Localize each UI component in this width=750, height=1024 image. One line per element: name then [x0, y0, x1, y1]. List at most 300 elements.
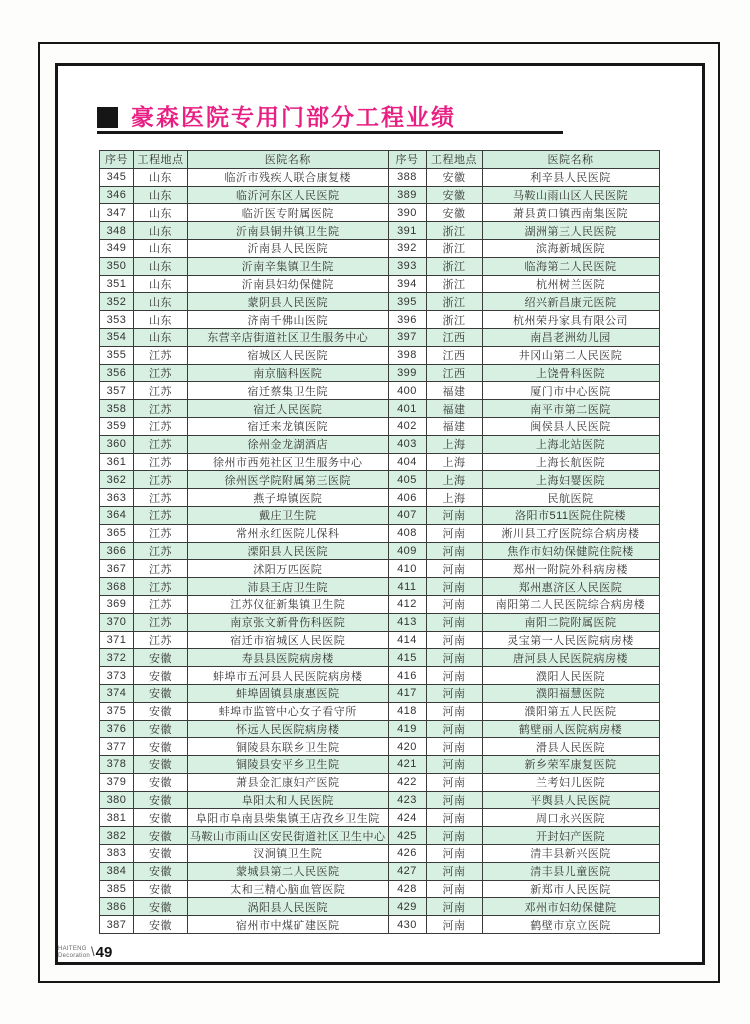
seq-cell: 429: [388, 898, 426, 916]
location-cell: 山东: [134, 222, 188, 240]
hospital-cell: 兰考妇儿医院: [482, 773, 659, 791]
table-row: [100, 293, 660, 311]
location-cell: 安徽: [426, 168, 482, 186]
hospital-cell: 沂南县妇幼保健院: [188, 275, 389, 293]
seq-cell: 404: [388, 453, 426, 471]
location-cell: 河南: [426, 898, 482, 916]
hospital-cell: 沂南县人民医院: [188, 239, 389, 257]
seq-cell: 374: [100, 684, 134, 702]
seq-cell: 365: [100, 524, 134, 542]
hospital-cell: 郑州惠济区人民医院: [482, 578, 659, 596]
location-cell: 河南: [426, 827, 482, 845]
hospital-cell: 濮阳第五人民医院: [482, 702, 659, 720]
hospital-cell: 南京脑科医院: [188, 364, 389, 382]
hospital-cell: 临沂医专附属医院: [188, 204, 389, 222]
location-cell: 河南: [426, 702, 482, 720]
seq-cell: 386: [100, 898, 134, 916]
hospital-cell: 沛县王店卫生院: [188, 578, 389, 596]
seq-cell: 377: [100, 738, 134, 756]
seq-cell: 409: [388, 542, 426, 560]
seq-cell: 430: [388, 916, 426, 934]
seq-cell: 381: [100, 809, 134, 827]
footer-brand-top: HAITENG: [58, 946, 87, 953]
table-row: [100, 756, 660, 774]
table-row: [100, 631, 660, 649]
footer-slash-mark: \: [91, 944, 95, 959]
location-cell: 江苏: [134, 524, 188, 542]
hospital-cell: 马鞍山雨山区人民医院: [482, 186, 659, 204]
seq-cell: 345: [100, 168, 134, 186]
location-cell: 安徽: [134, 773, 188, 791]
seq-cell: 393: [388, 257, 426, 275]
hospital-cell: 濮阳福慧医院: [482, 684, 659, 702]
hospital-cell: 唐河县人民医院病房楼: [482, 649, 659, 667]
hospital-cell: 寿县县医院病房楼: [188, 649, 389, 667]
location-cell: 浙江: [426, 293, 482, 311]
hospital-cell: 滑县人民医院: [482, 738, 659, 756]
location-cell: 浙江: [426, 311, 482, 329]
seq-cell: 411: [388, 578, 426, 596]
table-row: [100, 791, 660, 809]
table-row: [100, 916, 660, 934]
seq-cell: 424: [388, 809, 426, 827]
hospital-cell: 滨海新城医院: [482, 239, 659, 257]
seq-cell: 402: [388, 417, 426, 435]
location-cell: 安徽: [134, 667, 188, 685]
location-cell: 安徽: [134, 720, 188, 738]
hospital-cell: 临沂河东区人民医院: [188, 186, 389, 204]
location-cell: 山东: [134, 257, 188, 275]
seq-cell: 387: [100, 916, 134, 934]
location-cell: 江西: [426, 328, 482, 346]
seq-cell: 347: [100, 204, 134, 222]
table-row: [100, 613, 660, 631]
location-cell: 江苏: [134, 471, 188, 489]
hospital-cell: 阜阳太和人民医院: [188, 791, 389, 809]
location-cell: 浙江: [426, 239, 482, 257]
table-row: [100, 400, 660, 418]
table-row: [100, 667, 660, 685]
hospital-cell: 郑州一附院外科病房楼: [482, 560, 659, 578]
table-row: [100, 506, 660, 524]
hospital-cell: 戴庄卫生院: [188, 506, 389, 524]
seq-cell: 385: [100, 880, 134, 898]
table-row: [100, 702, 660, 720]
seq-cell: 359: [100, 417, 134, 435]
hospital-cell: 萧县金汇康妇产医院: [188, 773, 389, 791]
table-row: [100, 364, 660, 382]
location-cell: 江苏: [134, 417, 188, 435]
header-seq-left: 序号: [100, 151, 134, 169]
location-cell: 安徽: [134, 809, 188, 827]
table-row: [100, 595, 660, 613]
project-performance-table: [99, 150, 660, 934]
location-cell: 河南: [426, 631, 482, 649]
location-cell: 安徽: [134, 845, 188, 863]
seq-cell: 368: [100, 578, 134, 596]
seq-cell: 373: [100, 667, 134, 685]
seq-cell: 419: [388, 720, 426, 738]
location-cell: 安徽: [134, 738, 188, 756]
seq-cell: 382: [100, 827, 134, 845]
hospital-cell: 马鞍山市雨山区安民街道社区卫生中心: [188, 827, 389, 845]
table-row: [100, 239, 660, 257]
seq-cell: 421: [388, 756, 426, 774]
seq-cell: 414: [388, 631, 426, 649]
seq-cell: 378: [100, 756, 134, 774]
location-cell: 上海: [426, 435, 482, 453]
seq-cell: 366: [100, 542, 134, 560]
hospital-cell: 杭州树兰医院: [482, 275, 659, 293]
hospital-cell: 蚌埠市五河县人民医院病房楼: [188, 667, 389, 685]
hospital-cell: 阜阳市阜南县柴集镇王店孜乡卫生院: [188, 809, 389, 827]
location-cell: 福建: [426, 417, 482, 435]
seq-cell: 392: [388, 239, 426, 257]
seq-cell: 350: [100, 257, 134, 275]
hospital-cell: 东营辛店街道社区卫生服务中心: [188, 328, 389, 346]
seq-cell: 401: [388, 400, 426, 418]
location-cell: 安徽: [134, 756, 188, 774]
hospital-cell: 蒙城县第二人民医院: [188, 862, 389, 880]
seq-cell: 397: [388, 328, 426, 346]
seq-cell: 391: [388, 222, 426, 240]
location-cell: 河南: [426, 542, 482, 560]
location-cell: 江苏: [134, 595, 188, 613]
seq-cell: 400: [388, 382, 426, 400]
hospital-cell: 焦作市妇幼保健院住院楼: [482, 542, 659, 560]
header-hospital-left: 医院名称: [188, 151, 389, 169]
location-cell: 江苏: [134, 560, 188, 578]
location-cell: 河南: [426, 524, 482, 542]
location-cell: 福建: [426, 382, 482, 400]
location-cell: 山东: [134, 168, 188, 186]
hospital-cell: 新乡荣军康复医院: [482, 756, 659, 774]
location-cell: 浙江: [426, 222, 482, 240]
seq-cell: 354: [100, 328, 134, 346]
seq-cell: 371: [100, 631, 134, 649]
hospital-cell: 蒙阴县人民医院: [188, 293, 389, 311]
table-row: [100, 417, 660, 435]
table-row: [100, 827, 660, 845]
hospital-cell: 民航医院: [482, 489, 659, 507]
location-cell: 安徽: [134, 827, 188, 845]
table-row: [100, 862, 660, 880]
hospital-cell: 灵宝第一人民医院病房楼: [482, 631, 659, 649]
location-cell: 浙江: [426, 257, 482, 275]
location-cell: 上海: [426, 453, 482, 471]
hospital-cell: 开封妇产医院: [482, 827, 659, 845]
hospital-cell: 鹤壁市京立医院: [482, 916, 659, 934]
seq-cell: 407: [388, 506, 426, 524]
hospital-cell: 太和三精心脑血管医院: [188, 880, 389, 898]
hospital-cell: 徐州金龙湖酒店: [188, 435, 389, 453]
table-row: [100, 471, 660, 489]
hospital-cell: 沂南辛集镇卫生院: [188, 257, 389, 275]
seq-cell: 396: [388, 311, 426, 329]
seq-cell: 376: [100, 720, 134, 738]
seq-cell: 416: [388, 667, 426, 685]
table-row: [100, 845, 660, 863]
hospital-cell: 宿迁来龙镇医院: [188, 417, 389, 435]
seq-cell: 415: [388, 649, 426, 667]
location-cell: 山东: [134, 239, 188, 257]
hospital-cell: 南阳第二人民医院综合病房楼: [482, 595, 659, 613]
location-cell: 江苏: [134, 346, 188, 364]
seq-cell: 370: [100, 613, 134, 631]
table-row: [100, 168, 660, 186]
seq-cell: 360: [100, 435, 134, 453]
seq-cell: 412: [388, 595, 426, 613]
footer-mark: [58, 944, 112, 961]
location-cell: 河南: [426, 791, 482, 809]
hospital-cell: 江苏仪征新集镇卫生院: [188, 595, 389, 613]
table-row: [100, 382, 660, 400]
hospital-cell: 淅川县工疗医院综合病房楼: [482, 524, 659, 542]
hospital-cell: 厦门市中心医院: [482, 382, 659, 400]
table-row: [100, 560, 660, 578]
hospital-cell: 怀远人民医院病房楼: [188, 720, 389, 738]
hospital-cell: 济南千佛山医院: [188, 311, 389, 329]
location-cell: 河南: [426, 720, 482, 738]
seq-cell: 399: [388, 364, 426, 382]
seq-cell: 389: [388, 186, 426, 204]
table-row: [100, 578, 660, 596]
hospital-cell: 闽侯县人民医院: [482, 417, 659, 435]
seq-cell: 372: [100, 649, 134, 667]
hospital-cell: 绍兴新昌康元医院: [482, 293, 659, 311]
hospital-cell: 宿州市中煤矿建医院: [188, 916, 389, 934]
seq-cell: 405: [388, 471, 426, 489]
location-cell: 福建: [426, 400, 482, 418]
location-cell: 江苏: [134, 435, 188, 453]
seq-cell: 362: [100, 471, 134, 489]
seq-cell: 384: [100, 862, 134, 880]
location-cell: 河南: [426, 649, 482, 667]
location-cell: 安徽: [134, 898, 188, 916]
seq-cell: 408: [388, 524, 426, 542]
location-cell: 河南: [426, 667, 482, 685]
hospital-cell: 徐州医学院附属第三医院: [188, 471, 389, 489]
location-cell: 山东: [134, 311, 188, 329]
hospital-cell: 铜陵县东联乡卫生院: [188, 738, 389, 756]
page-title: 豪森医院专用门部分工程业绩: [131, 104, 456, 130]
seq-cell: 413: [388, 613, 426, 631]
location-cell: 河南: [426, 738, 482, 756]
table-row: [100, 453, 660, 471]
header-location-right: 工程地点: [426, 151, 482, 169]
hospital-cell: 汊涧镇卫生院: [188, 845, 389, 863]
location-cell: 山东: [134, 204, 188, 222]
seq-cell: 367: [100, 560, 134, 578]
hospital-cell: 濮阳人民医院: [482, 667, 659, 685]
hospital-cell: 南平市第二医院: [482, 400, 659, 418]
table-row: [100, 720, 660, 738]
table-header-row: [100, 151, 660, 169]
location-cell: 河南: [426, 756, 482, 774]
seq-cell: 417: [388, 684, 426, 702]
location-cell: 江苏: [134, 400, 188, 418]
seq-cell: 361: [100, 453, 134, 471]
hospital-cell: 萧县黄口镇西南集医院: [482, 204, 659, 222]
header-seq-right: 序号: [388, 151, 426, 169]
location-cell: 江苏: [134, 578, 188, 596]
seq-cell: 394: [388, 275, 426, 293]
location-cell: 山东: [134, 186, 188, 204]
hospital-cell: 蚌埠市监管中心女子看守所: [188, 702, 389, 720]
location-cell: 河南: [426, 773, 482, 791]
location-cell: 河南: [426, 578, 482, 596]
page-title-block: [97, 103, 563, 134]
seq-cell: 369: [100, 595, 134, 613]
hospital-cell: 临海第二人民医院: [482, 257, 659, 275]
location-cell: 安徽: [134, 916, 188, 934]
header-hospital-right: 医院名称: [482, 151, 659, 169]
location-cell: 江苏: [134, 382, 188, 400]
hospital-cell: 蚌埠固镇县康惠医院: [188, 684, 389, 702]
page-number: 49: [95, 944, 113, 961]
hospital-cell: 清丰县儿童医院: [482, 862, 659, 880]
seq-cell: 423: [388, 791, 426, 809]
hospital-cell: 涡阳县人民医院: [188, 898, 389, 916]
seq-cell: 426: [388, 845, 426, 863]
table-row: [100, 257, 660, 275]
location-cell: 安徽: [134, 791, 188, 809]
location-cell: 河南: [426, 809, 482, 827]
seq-cell: 364: [100, 506, 134, 524]
seq-cell: 351: [100, 275, 134, 293]
seq-cell: 380: [100, 791, 134, 809]
location-cell: 河南: [426, 880, 482, 898]
hospital-cell: 鹤壁丽人医院病房楼: [482, 720, 659, 738]
hospital-cell: 邓州市妇幼保健院: [482, 898, 659, 916]
hospital-cell: 沭阳万匹医院: [188, 560, 389, 578]
seq-cell: 427: [388, 862, 426, 880]
hospital-cell: 燕子埠镇医院: [188, 489, 389, 507]
location-cell: 安徽: [134, 684, 188, 702]
seq-cell: 428: [388, 880, 426, 898]
table-row: [100, 186, 660, 204]
seq-cell: 403: [388, 435, 426, 453]
table-row: [100, 542, 660, 560]
location-cell: 江苏: [134, 631, 188, 649]
location-cell: 江苏: [134, 453, 188, 471]
hospital-cell: 上海北站医院: [482, 435, 659, 453]
hospital-cell: 平舆县人民医院: [482, 791, 659, 809]
hospital-cell: 溧阳县人民医院: [188, 542, 389, 560]
location-cell: 江苏: [134, 489, 188, 507]
hospital-cell: 上海长航医院: [482, 453, 659, 471]
seq-cell: 418: [388, 702, 426, 720]
location-cell: 山东: [134, 275, 188, 293]
location-cell: 上海: [426, 489, 482, 507]
location-cell: 河南: [426, 560, 482, 578]
seq-cell: 357: [100, 382, 134, 400]
table-row: [100, 489, 660, 507]
title-bullet-square-icon: [97, 107, 118, 128]
location-cell: 江西: [426, 346, 482, 364]
location-cell: 河南: [426, 595, 482, 613]
location-cell: 河南: [426, 684, 482, 702]
location-cell: 河南: [426, 916, 482, 934]
hospital-cell: 井冈山第二人民医院: [482, 346, 659, 364]
seq-cell: 352: [100, 293, 134, 311]
seq-cell: 422: [388, 773, 426, 791]
table-row: [100, 898, 660, 916]
location-cell: 安徽: [426, 186, 482, 204]
hospital-cell: 临沂市残疾人联合康复楼: [188, 168, 389, 186]
hospital-cell: 常州永红医院儿保科: [188, 524, 389, 542]
table-row: [100, 311, 660, 329]
seq-cell: 395: [388, 293, 426, 311]
seq-cell: 349: [100, 239, 134, 257]
hospital-cell: 南京张文新骨伤科医院: [188, 613, 389, 631]
seq-cell: 348: [100, 222, 134, 240]
location-cell: 江苏: [134, 613, 188, 631]
seq-cell: 356: [100, 364, 134, 382]
hospital-cell: 宿迁人民医院: [188, 400, 389, 418]
location-cell: 安徽: [134, 702, 188, 720]
table-row: [100, 738, 660, 756]
seq-cell: 398: [388, 346, 426, 364]
location-cell: 安徽: [134, 880, 188, 898]
location-cell: 江西: [426, 364, 482, 382]
table-row: [100, 275, 660, 293]
hospital-cell: 洛阳市511医院住院楼: [482, 506, 659, 524]
seq-cell: 358: [100, 400, 134, 418]
table-row: [100, 435, 660, 453]
seq-cell: 375: [100, 702, 134, 720]
table-row: [100, 684, 660, 702]
location-cell: 河南: [426, 613, 482, 631]
table-row: [100, 346, 660, 364]
table-body: [100, 168, 660, 933]
location-cell: 山东: [134, 293, 188, 311]
hospital-cell: 清丰县新兴医院: [482, 845, 659, 863]
hospital-cell: 上饶骨科医院: [482, 364, 659, 382]
table-row: [100, 649, 660, 667]
location-cell: 江苏: [134, 542, 188, 560]
seq-cell: 390: [388, 204, 426, 222]
table-row: [100, 204, 660, 222]
seq-cell: 425: [388, 827, 426, 845]
hospital-cell: 新郑市人民医院: [482, 880, 659, 898]
location-cell: 河南: [426, 862, 482, 880]
seq-cell: 410: [388, 560, 426, 578]
location-cell: 安徽: [134, 649, 188, 667]
location-cell: 上海: [426, 471, 482, 489]
hospital-cell: 南阳二院附属医院: [482, 613, 659, 631]
hospital-cell: 宿城区人民医院: [188, 346, 389, 364]
hospital-cell: 利辛县人民医院: [482, 168, 659, 186]
table-row: [100, 328, 660, 346]
hospital-cell: 徐州市西苑社区卫生服务中心: [188, 453, 389, 471]
seq-cell: 346: [100, 186, 134, 204]
location-cell: 江苏: [134, 364, 188, 382]
table-row: [100, 222, 660, 240]
hospital-cell: 杭州荣丹家具有限公司: [482, 311, 659, 329]
table-row: [100, 880, 660, 898]
seq-cell: 383: [100, 845, 134, 863]
location-cell: 安徽: [134, 862, 188, 880]
hospital-cell: 上海妇婴医院: [482, 471, 659, 489]
seq-cell: 388: [388, 168, 426, 186]
seq-cell: 363: [100, 489, 134, 507]
hospital-cell: 湖洲第三人民医院: [482, 222, 659, 240]
table-row: [100, 524, 660, 542]
footer-brand-bottom: Decoration: [58, 952, 91, 959]
hospital-cell: 宿迁市宿城区人民医院: [188, 631, 389, 649]
table-row: [100, 809, 660, 827]
